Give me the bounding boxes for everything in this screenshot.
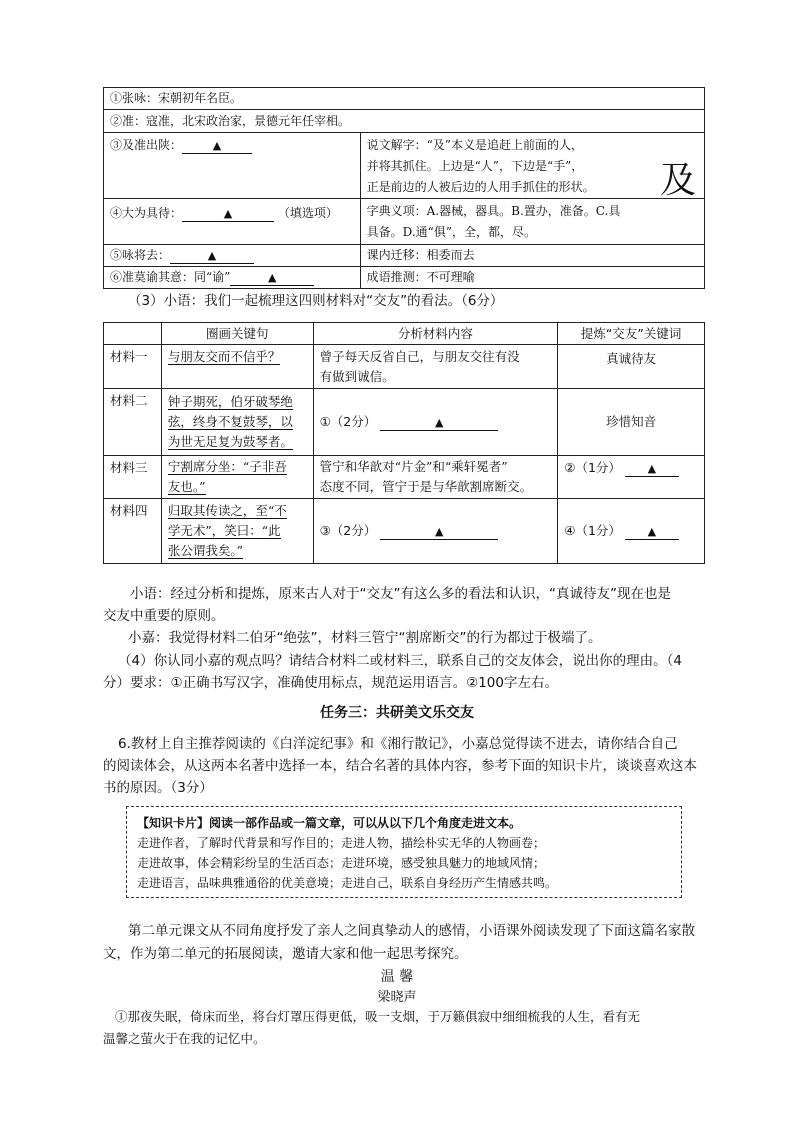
annotation-4-note: （填选项） [277, 206, 338, 220]
dictionary-line-2: 具备。D.通“俱”，全，都，尽。 [366, 224, 536, 239]
essay-paragraph-1-line-1: ①那夜失眠，倚床而坐，将台灯罩压得更低，吸一支烟，于万籁俱寂中细细梳我的人生，看有无 [115, 1009, 641, 1024]
material-2-keyword: 珍惜知音 [558, 389, 705, 456]
material-4-label: 材料四 [104, 499, 162, 564]
annotation-6-label: ⑥准莫谕其意：同“谕” [110, 270, 231, 284]
question-6-line-3: 书的原因。（3分） [103, 780, 213, 796]
annotation-5-right: 课内迁移：相委而去 [360, 245, 704, 267]
material-4-keyword-label: ④（1分） [564, 523, 621, 538]
annotation-4-label: ④大为具待： [110, 206, 183, 220]
essay-author: 梁晓声 [377, 990, 417, 1005]
material-4-key-1: 归取其传读之，至“不 [167, 503, 287, 518]
material-3-analysis-2: 态度不同，管宁于是与华歆割席断交。 [319, 479, 533, 494]
materials-table [103, 322, 705, 564]
material-1-analysis-2: 有做到诚信。 [319, 368, 395, 384]
annotation-1: ①张咏：宋朝初年名臣。 [104, 88, 705, 110]
material-2-key-3: 为世无足复为鼓琴者。 [167, 434, 293, 449]
material-1-label: 材料一 [104, 345, 162, 389]
header-keyword: 提炼“交友”关键词 [558, 323, 705, 345]
material-1-keyword: 真诚待友 [558, 345, 705, 389]
knowledge-card-line-3: 走进故事，体会精彩纷呈的生活百态；走进环境，感受独具魅力的地域风情； [137, 856, 546, 870]
answer-blank-4[interactable]: ▲ [182, 206, 274, 222]
annotation-6-right: 成语推测：不可理喻 [360, 267, 704, 289]
paragraph-xiaojia: 小嘉：我觉得材料二伯牙“绝弦”，材料三管宁“割席断交”的行为都过于极端了。 [128, 630, 602, 646]
material-2-analysis-label: ①（2分） [319, 414, 377, 429]
material-3-label: 材料三 [104, 456, 162, 499]
annotation-5-label: ⑤咏将去： [110, 248, 171, 262]
material-3-key-1: 宁割席分坐：“子非吾 [167, 459, 287, 474]
material-4-key-2: 学无术”，笑曰：“此 [167, 523, 281, 538]
header-analysis: 分析材料内容 [313, 323, 558, 345]
shuowen-line-1: 说文解字：“及”本义是追赶上前面的人， [366, 138, 583, 152]
paragraph-xiaoyu [103, 583, 707, 606]
material-2-key-2: 弦，终身不复鼓琴，以 [167, 414, 293, 429]
answer-blank-5[interactable]: ▲ [170, 248, 254, 264]
material-4-analysis-label: ③（2分） [319, 523, 377, 538]
paragraph-xiaoyu-line-1: 小语：经过分析和提炼，原来古人对于“交友”有这么多的看法和认识，“真诚待友”现在也是 [130, 586, 671, 602]
header-empty [104, 323, 162, 345]
answer-blank-analysis-1[interactable]: ▲ [380, 415, 498, 431]
intro-line-1: 第二单元课文从不同角度抒发了亲人之间真挚动人的感情，小语课外阅读发现了下面这篇名家散 [128, 923, 695, 939]
material-3-keyword-label: ②（1分） [564, 460, 621, 475]
material-3-analysis-1: 管宁和华歆对“片金”和“乘轩冕者” [319, 459, 508, 474]
dictionary-line-1: 字典义项：A.器械，器具。B.置办，准备。C.具 [366, 203, 621, 218]
answer-blank-analysis-3[interactable]: ▲ [380, 524, 498, 540]
material-3-key-2: 友也。” [167, 479, 206, 494]
answer-blank-keyword-2[interactable]: ▲ [625, 461, 679, 477]
material-2-key-1: 钟子期死，伯牙破琴绝 [167, 394, 293, 409]
material-4-key-3: 张公谓我矣。” [167, 543, 244, 558]
question-3: （3）小语：我们一起梳理这四则材料对“交友”的看法。（6分） [128, 293, 504, 309]
knowledge-card-title: 【知识卡片】阅读一部作品或一篇文章，可以从以下几个角度走进文本。 [137, 816, 522, 830]
material-1-analysis-1: 曾子每天反省自己，与朋友交往有没 [319, 348, 520, 364]
seal-script-glyph: 及 [659, 160, 696, 201]
question-4-line-2: 分）要求：①正确书写汉字，准确使用标点，规范运用语言。②100字左右。 [103, 675, 558, 691]
task-3-heading: 任务三：共研美文乐交友 [320, 705, 474, 721]
knowledge-card-line-4: 走进语言，品味典雅通俗的优美意境；走进自己，联系自身经历产生情感共鸣。 [137, 876, 558, 890]
annotation-table [103, 87, 705, 289]
answer-blank-6[interactable]: ▲ [230, 270, 314, 286]
question-6-line-1: 6.教材上自主推荐阅读的《白洋淀纪事》和《湘行散记》，小嘉总觉得读不进去，请你结合自己 [118, 736, 678, 752]
shuowen-line-2: 并将其抓住。上边是“人”，下边是“手”， [366, 159, 584, 173]
knowledge-card-line-2: 走进作者，了解时代背景和写作目的；走进人物，描绘朴实无华的人物画卷； [137, 836, 546, 850]
header-key-sentence: 圈画关键句 [161, 323, 313, 345]
annotation-3-label: ③及准出陕： [110, 138, 183, 152]
answer-blank-keyword-4[interactable]: ▲ [625, 524, 679, 540]
intro-line-2: 文，作为第二单元的拓展阅读，邀请大家和他一起思考探究。 [103, 946, 468, 962]
material-2-label: 材料二 [104, 389, 162, 456]
knowledge-card [126, 806, 682, 898]
question-6-line-2: 的阅读体会，从这两本名著中选择一本，结合名著的具体内容，参考下面的知识卡片，谈谈喜欢这本 [103, 758, 697, 774]
answer-blank-3[interactable]: ▲ [182, 138, 252, 154]
material-1-key: 与朋友交而不信乎？ [167, 349, 281, 364]
shuowen-line-3: 正是前边的人被后边的人用手抓住的形状。 [366, 180, 595, 194]
essay-title: 温 馨 [380, 969, 414, 985]
annotation-2: ②准：寇准，北宋政治家，景德元年任宰相。 [104, 110, 705, 133]
question-4-line-1: （4）你认同小嘉的观点吗？请结合材料二或材料三，联系自己的交友体会，说出你的理由。（4 [118, 653, 682, 669]
paragraph-xiaoyu-line-2: 交友中重要的原则。 [103, 608, 225, 624]
essay-paragraph-1-line-2: 温馨之萤火于在我的记忆中。 [103, 1031, 266, 1046]
